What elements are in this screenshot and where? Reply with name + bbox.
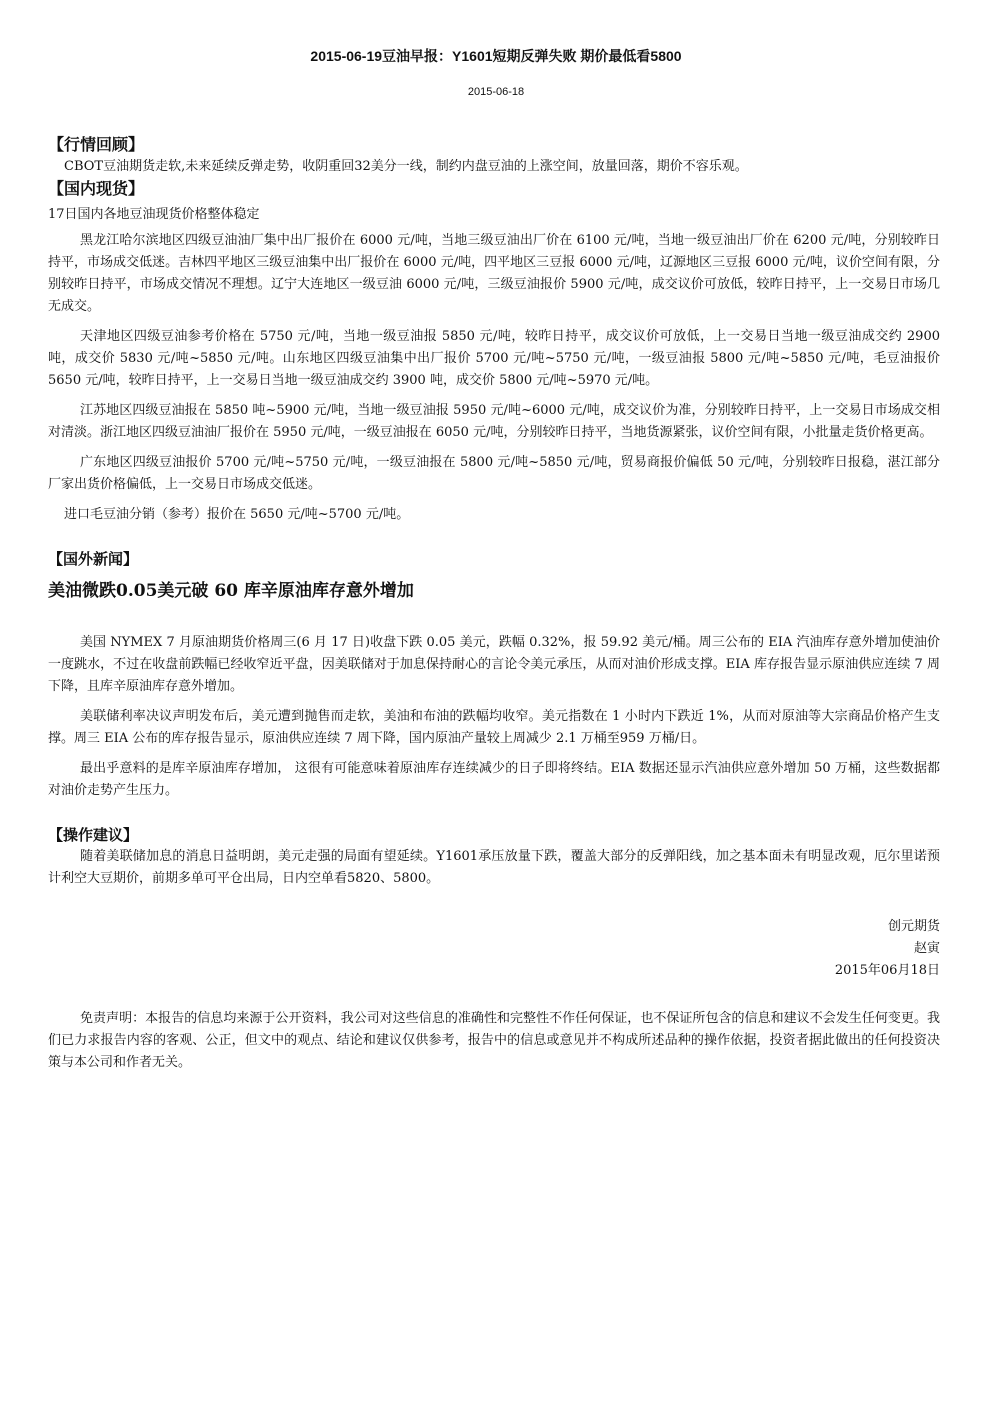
- document-body: [48, 134, 940, 1074]
- section-heading-foreign-news: 【国外新闻】: [48, 550, 139, 568]
- domestic-spot-paragraph: 黑龙江哈尔滨地区四级豆油油厂集中出厂报价在 6000 元/吨，当地三级豆油出厂价在 6100 元/吨，当地一级豆油出厂价在 6200 元/吨，分别较昨日持平，市场成交低迷。吉林四平地区三级豆油集中出厂报价在 6000 元/吨，四平地区三豆报 6000 元/吨，辽源地区三豆报 6000 元/吨，议价空间有限，分别较昨日持平，市场成交情况不理想。辽宁大连地区一级豆油 6000 元/吨，三级豆油报价 5900 元/吨，成交议价可放低，较昨日持平，上一交易日市场几无成交。: [48, 233, 940, 314]
- section-heading-domestic-spot: 【国内现货】: [48, 179, 145, 198]
- signature-author: 赵寅: [913, 941, 940, 956]
- market-review-text: CBOT豆油期货走软,未来延续反弹走势，收阴重回32美分一线，制约内盘豆油的上涨空间，放量回落，期价不容乐观。: [64, 159, 748, 174]
- news-paragraph: 最出乎意料的是库辛原油库存增加， 这很有可能意味着原油库存连续减少的日子即将终结。EIA 数据还显示汽油供应意外增加 50 万桶，这些数据都对油价走势产生压力。: [48, 761, 940, 798]
- domestic-spot-paragraph: 江苏地区四级豆油报在 5850 吨~5900 元/吨，当地一级豆油报 5950 元/吨~6000 元/吨，成交议价为准，分别较昨日持平，上一交易日市场成交相对清淡。浙江地区四级豆油油厂报价在 5950 元/吨，一级豆油报在 6050 元/吨，分别较昨日持平，当地货源紧张，议价空间有限，小批量走货价格更高。: [48, 403, 940, 440]
- advice-text: 随着美联储加息的消息日益明朗，美元走强的局面有望延续。Y1601承压放量下跌，覆盖大部分的反弹阳线，加之基本面未有明显改观，厄尔里诺预计利空大豆期价，前期多单可平仓出局，日内空单看5820、5800。: [48, 849, 940, 886]
- signature-company: 创元期货: [887, 919, 940, 934]
- domestic-spot-paragraph: 天津地区四级豆油参考价格在 5750 元/吨，当地一级豆油报 5850 元/吨，较昨日持平，成交议价可放低，上一交易日当地一级豆油成交约 2900 吨，成交价 5830 元/吨~5850 元/吨。山东地区四级豆油集中出厂报价 5700 元/吨~5750 元/吨，一级豆油报 5800 元/吨~5850 元/吨，毛豆油报价 5650 元/吨，较昨日持平，上一交易日当地一级豆油成交约 3900 吨，成交价 5800 元/吨~5970 元/吨。: [48, 329, 940, 388]
- news-headline: 美油微跌0.05美元破 60 库辛原油库存意外增加: [48, 581, 414, 601]
- domestic-spot-paragraph: 广东地区四级豆油报价 5700 元/吨~5750 元/吨，一级豆油报在 5800 元/吨~5850 元/吨，贸易商报价偏低 50 元/吨，分别较昨日报稳，湛江部分厂家出货价格偏低，上一交易日市场成交低迷。: [48, 455, 940, 492]
- signature-block: [48, 916, 940, 982]
- signature-date: 2015年06月18日: [834, 963, 940, 978]
- section-heading-market-review: 【行情回顾】: [48, 135, 145, 154]
- news-paragraph: 美联储利率决议声明发布后，美元遭到抛售而走软，美油和布油的跌幅均收窄。美元指数在 1 小时内下跌近 1%，从而对原油等大宗商品价格产生支撑。周三 EIA 公布的库存报告显示，原油供应连续 7 周下降，国内原油产量较上周减少 2.1 万桶至959 万桶/日。: [48, 709, 940, 746]
- document-date: 2015-06-18: [467, 86, 525, 98]
- domestic-spot-paragraph: 进口毛豆油分销（参考）报价在 5650 元/吨~5700 元/吨。: [64, 507, 410, 522]
- section-heading-advice: 【操作建议】: [48, 826, 139, 844]
- domestic-spot-intro: 17日国内各地豆油现货价格整体稳定: [48, 207, 260, 222]
- disclaimer-text: 免责声明：本报告的信息均来源于公开资料，我公司对这些信息的准确性和完整性不作任何保证，也不保证所包含的信息和建议不会发生任何变更。我们已力求报告内容的客观、公正，但文中的观点、结论和建议仅供参考，报告中的信息或意见并不构成所述品种的操作依据，投资者据此做出的任何投资决策与本公司和作者无关。: [48, 1011, 940, 1070]
- news-paragraph: 美国 NYMEX 7 月原油期货价格周三(6 月 17 日)收盘下跌 0.05 美元，跌幅 0.32%，报 59.92 美元/桶。周三公布的 EIA 汽油库存意外增加使油价一度跳水，不过在收盘前跌幅已经收窄近平盘，因美联储对于加息保持耐心的言论令美元承压，从而对油价形成支撑。EIA 库存报告显示原油供应连续 7 周下降，且库辛原油库存意外增加。: [48, 635, 940, 694]
- document-title: 2015-06-19豆油早报：Y1601短期反弹失败 期价最低看5800: [310, 48, 682, 64]
